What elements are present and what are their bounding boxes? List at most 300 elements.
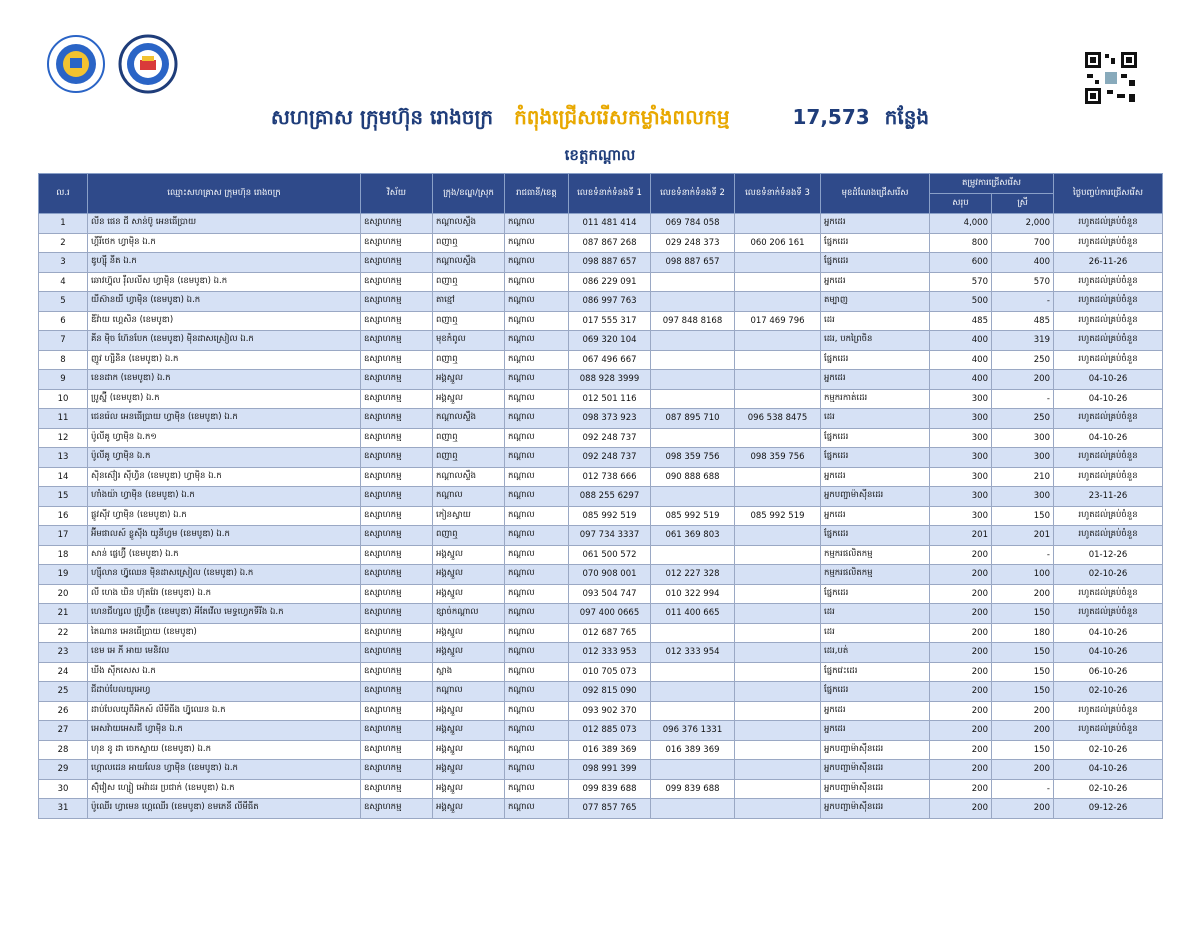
cell-total: 200 <box>930 721 992 741</box>
cell-province: កណ្តាល <box>505 760 569 780</box>
header-no: ល.រ <box>39 174 88 214</box>
cell-female: 300 <box>992 428 1054 448</box>
cell-total: 201 <box>930 526 992 546</box>
cell-female: 180 <box>992 623 1054 643</box>
cell-district: ពញាឮ <box>433 311 505 331</box>
cell-total: 300 <box>930 448 992 468</box>
cell-phone3 <box>735 701 821 721</box>
cell-sector: ឧស្សាហកម្ម <box>361 448 433 468</box>
cell-total: 200 <box>930 623 992 643</box>
cell-phone3 <box>735 604 821 624</box>
cell-position: អ្នកបញ្ជាម៉ាស៊ីនដេរ <box>821 487 930 507</box>
cell-total: 500 <box>930 292 992 312</box>
cell-province: កណ្តាល <box>505 799 569 819</box>
cell-sector: ឧស្សាហកម្ម <box>361 526 433 546</box>
header-total: សរុប <box>930 194 992 214</box>
cell-female: 400 <box>992 253 1054 273</box>
cell-no: 1 <box>39 214 88 234</box>
table-row <box>39 701 1163 721</box>
cell-no: 9 <box>39 370 88 390</box>
cell-phone3: 017 469 796 <box>735 311 821 331</box>
cell-sector: ឧស្សាហកម្ម <box>361 584 433 604</box>
cell-name: ហ្ស៊ីលាន ហ្វ៊ូឈេន ម៉ិនដាសស្រៀល (ខេមបូឌា) ឯ.ក <box>88 565 361 585</box>
cell-province: កណ្តាល <box>505 584 569 604</box>
cell-province: កណ្តាល <box>505 545 569 565</box>
cell-name: ប៉ូឈើរ ហ្វាមេន ហ្គេឈើរ (ខេមបូឌា) ខមភេនី លីមីធីត <box>88 799 361 819</box>
table-row <box>39 253 1163 273</box>
cell-deadline: 04-10-26 <box>1054 370 1163 390</box>
cell-phone1: 012 687 765 <box>569 623 651 643</box>
cell-phone2 <box>651 370 735 390</box>
cell-no: 6 <box>39 311 88 331</box>
cell-name: តៃណាន អេនធើប្រាយ (ខេមបូឌា) <box>88 623 361 643</box>
page-title <box>0 104 1200 134</box>
cell-female: 319 <box>992 331 1054 351</box>
cell-no: 23 <box>39 643 88 663</box>
cell-no: 30 <box>39 779 88 799</box>
cell-female: 100 <box>992 565 1054 585</box>
cell-female: 150 <box>992 643 1054 663</box>
cell-position: ដេរ, បកព្រៃចិន <box>821 331 930 351</box>
cell-phone1: 099 839 688 <box>569 779 651 799</box>
cell-name: ឌីវ៉ាយ ហ្គេសិន (ខេមបូឌា) <box>88 311 361 331</box>
table-row <box>39 292 1163 312</box>
cell-province: កណ្តាល <box>505 701 569 721</box>
cell-name: ញូវ ហ្សិនិន (ខេមបូឌា) ឯ.ក <box>88 350 361 370</box>
cell-name: ហ្គីរីថេក ហ្វាម៉ិន ឯ.ក <box>88 233 361 253</box>
cell-deadline: រហូតដល់គ្រប់ចំនួន <box>1054 721 1163 741</box>
cell-female: 200 <box>992 701 1054 721</box>
header-female: ស្រី <box>992 194 1054 214</box>
table-row <box>39 428 1163 448</box>
cell-deadline: 02-10-26 <box>1054 682 1163 702</box>
table-row <box>39 467 1163 487</box>
cell-deadline: 02-10-26 <box>1054 779 1163 799</box>
table-row <box>39 370 1163 390</box>
cell-sector: ឧស្សាហកម្ម <box>361 409 433 429</box>
cell-position: អ្នកបញ្ជាម៉ាស៊ីនដេរ <box>821 779 930 799</box>
qr-code-icon <box>1083 50 1139 106</box>
table-row <box>39 721 1163 741</box>
cell-district: កៀនស្វាយ <box>433 506 505 526</box>
cell-province: កណ្តាល <box>505 506 569 526</box>
cell-total: 300 <box>930 467 992 487</box>
cell-phone1: 093 504 747 <box>569 584 651 604</box>
cell-sector: ឧស្សាហកម្ម <box>361 370 433 390</box>
cell-position: អ្នកបញ្ជាម៉ាស៊ីនដេរ <box>821 760 930 780</box>
cell-no: 16 <box>39 506 88 526</box>
cell-phone1: 069 320 104 <box>569 331 651 351</box>
cell-phone1: 012 738 666 <box>569 467 651 487</box>
cell-province: កណ្តាល <box>505 331 569 351</box>
table-row <box>39 604 1163 624</box>
cell-phone3 <box>735 428 821 448</box>
table-row <box>39 545 1163 565</box>
cell-phone2 <box>651 682 735 702</box>
cell-deadline: 02-10-26 <box>1054 740 1163 760</box>
header-phone2: លេខទំនាក់ទំនងទី 2 <box>651 174 735 214</box>
cell-province: កណ្តាល <box>505 604 569 624</box>
cell-district: កណ្តាល <box>433 487 505 507</box>
cell-sector: ឧស្សាហកម្ម <box>361 311 433 331</box>
cell-phone1: 012 885 073 <box>569 721 651 741</box>
table-row <box>39 643 1163 663</box>
cell-total: 600 <box>930 253 992 273</box>
cell-deadline: រហូតដល់គ្រប់ចំនួន <box>1054 701 1163 721</box>
cell-sector: ឧស្សាហកម្ម <box>361 292 433 312</box>
cell-phone3 <box>735 389 821 409</box>
cell-phone1: 092 248 737 <box>569 448 651 468</box>
cell-no: 19 <box>39 565 88 585</box>
cell-phone1: 092 248 737 <box>569 428 651 448</box>
cell-name: ឌូហ្ស៊ី នីត ឯ.ក <box>88 253 361 273</box>
cell-position: ផ្នែកដេរ <box>821 233 930 253</box>
cell-sector: ឧស្សាហកម្ម <box>361 721 433 741</box>
cell-position: ដេរ <box>821 311 930 331</box>
cell-phone3 <box>735 292 821 312</box>
cell-sector: ឧស្សាហកម្ម <box>361 799 433 819</box>
table-row <box>39 584 1163 604</box>
cell-sector: ឧស្សាហកម្ម <box>361 623 433 643</box>
cell-district: កណ្តាល <box>433 682 505 702</box>
cell-name: លីន ផេន ជី សាន់ប៊ូ អេនធើប្រាយ <box>88 214 361 234</box>
cell-phone1: 017 555 317 <box>569 311 651 331</box>
cell-sector: ឧស្សាហកម្ម <box>361 350 433 370</box>
cell-district: មុខកំពូល <box>433 331 505 351</box>
cell-position: អ្នកដេរ <box>821 370 930 390</box>
title-total: 17,573 <box>792 105 870 129</box>
cell-sector: ឧស្សាហកម្ម <box>361 272 433 292</box>
cell-sector: ឧស្សាហកម្ម <box>361 662 433 682</box>
table-row <box>39 214 1163 234</box>
cell-sector: ឧស្សាហកម្ម <box>361 487 433 507</box>
cell-district: កណ្តាលស្ទឹង <box>433 409 505 429</box>
table-row <box>39 350 1163 370</box>
cell-phone3 <box>735 623 821 643</box>
cell-position: អ្នកដេរ <box>821 214 930 234</box>
cell-total: 300 <box>930 389 992 409</box>
table-row <box>39 799 1163 819</box>
header-name: ឈ្មោះសហគ្រាស ក្រុមហ៊ុន រោងចក្រ <box>88 174 361 214</box>
cell-phone2 <box>651 487 735 507</box>
cell-phone3 <box>735 331 821 351</box>
cell-position: ផ្នែកដេរ <box>821 428 930 448</box>
cell-total: 485 <box>930 311 992 331</box>
cell-total: 800 <box>930 233 992 253</box>
cell-female: 485 <box>992 311 1054 331</box>
logo-group <box>46 34 178 94</box>
header-province: រាជធានី/ខេត្ត <box>505 174 569 214</box>
cell-sector: ឧស្សាហកម្ម <box>361 467 433 487</box>
header-phone3: លេខទំនាក់ទំនងទី 3 <box>735 174 821 214</box>
cell-phone2: 097 848 8168 <box>651 311 735 331</box>
cell-female: 300 <box>992 448 1054 468</box>
table-row <box>39 740 1163 760</box>
cell-deadline: 23-11-26 <box>1054 487 1163 507</box>
cell-district: អង្គស្នួល <box>433 389 505 409</box>
cell-no: 26 <box>39 701 88 721</box>
cell-phone2: 085 992 519 <box>651 506 735 526</box>
cell-phone3: 085 992 519 <box>735 506 821 526</box>
cell-name: ប្រូស្ហ៊ី (ខេមបូឌា) ឯ.ក <box>88 389 361 409</box>
cell-name: ហ្គោលដេន អាយលែន ហ្វាម៉ិន (ខេមបូឌា) ឯ.ក <box>88 760 361 780</box>
job-vacancy-table <box>38 173 1163 819</box>
cell-phone2 <box>651 272 735 292</box>
cell-phone3 <box>735 721 821 741</box>
cell-female: 150 <box>992 662 1054 682</box>
cell-no: 20 <box>39 584 88 604</box>
cell-name: ហុន នូ ដា ចេកស្ទាយ (ខេមបូឌា) ឯ.ក <box>88 740 361 760</box>
cell-phone1: 010 705 073 <box>569 662 651 682</box>
province-subtitle: ខេត្តកណ្តាល <box>564 146 636 164</box>
cell-phone2: 098 359 756 <box>651 448 735 468</box>
table-row <box>39 233 1163 253</box>
cell-phone1: 088 255 6297 <box>569 487 651 507</box>
cell-total: 200 <box>930 760 992 780</box>
cell-phone1: 088 928 3999 <box>569 370 651 390</box>
cell-name: ផ្លូវស៊ីវ ហ្វាម៉ិន (ខេមបូឌា) ឯ.ក <box>88 506 361 526</box>
cell-phone3 <box>735 740 821 760</box>
cell-deadline: 04-10-26 <box>1054 760 1163 780</box>
cell-position: អ្នកបញ្ជាម៉ាស៊ីនដេរ <box>821 799 930 819</box>
cell-province: កណ្តាល <box>505 740 569 760</box>
cell-name: គីន ម៉ិច ហ៊ែនបែក (ខេមបូឌា) ម៉ិនដាសស្រៀល ឯ.ក <box>88 331 361 351</box>
cell-total: 200 <box>930 584 992 604</box>
cell-district: ពញាឮ <box>433 350 505 370</box>
cell-deadline: រហូតដល់គ្រប់ចំនួន <box>1054 409 1163 429</box>
cell-district: ពញាឮ <box>433 233 505 253</box>
cell-phone1: 012 333 953 <box>569 643 651 663</box>
cell-district: អង្គស្នួល <box>433 623 505 643</box>
cell-name: លី ហេង ឃិន ហ៊ុតវែរ (ខេមបូឌា) ឯ.ក <box>88 584 361 604</box>
cell-deadline: រហូតដល់គ្រប់ចំនួន <box>1054 467 1163 487</box>
cell-name: ខេនដាក (ខេមបូឌា) ឯ.ក <box>88 370 361 390</box>
table-row <box>39 409 1163 429</box>
cell-district: អង្គស្នួល <box>433 370 505 390</box>
cell-phone2: 087 895 710 <box>651 409 735 429</box>
cell-district: កណ្តាលស្ទឹង <box>433 253 505 273</box>
cell-no: 18 <box>39 545 88 565</box>
cell-phone3 <box>735 565 821 585</box>
cell-phone1: 077 857 765 <box>569 799 651 819</box>
cell-phone1: 016 389 369 <box>569 740 651 760</box>
cell-position: ដេរ <box>821 409 930 429</box>
cell-district: អង្គស្នួល <box>433 584 505 604</box>
cell-deadline: រហូតដល់គ្រប់ចំនួន <box>1054 311 1163 331</box>
cell-deadline: រហូតដល់គ្រប់ចំនួន <box>1054 584 1163 604</box>
table-row <box>39 779 1163 799</box>
ministry-logo <box>46 34 106 94</box>
cell-total: 4,000 <box>930 214 992 234</box>
cell-phone3: 098 359 756 <box>735 448 821 468</box>
cell-name: ហេនជីហ្សល ប្រ៊ូហ្វ៊ីត (ខេមបូឌា) អឹតែវើល មេទ្ធហ្វេកទីរីង ឯ.ក <box>88 604 361 624</box>
cell-total: 300 <box>930 506 992 526</box>
cell-phone2: 010 322 994 <box>651 584 735 604</box>
cell-position: ផ្នែកដេរ <box>821 253 930 273</box>
cell-no: 25 <box>39 682 88 702</box>
header-district: ក្រុង/ខណ្ឌ/ស្រុក <box>433 174 505 214</box>
cell-no: 28 <box>39 740 88 760</box>
cell-name: ស៊ិនស៊ៀរ ស៊ីហ្វិន (ខេមបូឌា) ហ្វាម៉ិន ឯ.ក <box>88 467 361 487</box>
cell-deadline: រហូតដល់គ្រប់ចំនួន <box>1054 331 1163 351</box>
cell-phone3 <box>735 584 821 604</box>
cell-phone1: 011 481 414 <box>569 214 651 234</box>
cell-name: ប៉ូលីគូ ហ្វាម៉ិន ឯ.ក <box>88 448 361 468</box>
cell-name: ឃីង ស៊ីកសេស ឯ.ក <box>88 662 361 682</box>
cell-total: 570 <box>930 272 992 292</box>
cell-sector: ឧស្សាហកម្ម <box>361 701 433 721</box>
cell-province: កណ្តាល <box>505 311 569 331</box>
cell-phone3: 060 206 161 <box>735 233 821 253</box>
cell-deadline: 02-10-26 <box>1054 565 1163 585</box>
cell-sector: ឧស្សាហកម្ម <box>361 253 433 273</box>
header-deadline: ថ្ងៃបញ្ចប់ការជ្រើសរើស <box>1054 174 1163 214</box>
cell-female: 570 <box>992 272 1054 292</box>
cell-phone2 <box>651 292 735 312</box>
cell-name: អ៊ីមផាលស៍ ខ្លូស៊ីង យូនីហ្វម (ខេមបូឌា) ឯ.ក <box>88 526 361 546</box>
cell-name: ជីដាប់បែលយូអេហ្វ <box>88 682 361 702</box>
cell-phone1: 097 734 3337 <box>569 526 651 546</box>
cell-phone2: 099 839 688 <box>651 779 735 799</box>
cell-no: 31 <box>39 799 88 819</box>
cell-phone3 <box>735 272 821 292</box>
cell-no: 24 <box>39 662 88 682</box>
table-row <box>39 526 1163 546</box>
cell-province: កណ្តាល <box>505 370 569 390</box>
cell-district: អង្គស្នួល <box>433 643 505 663</box>
title-establishments: សហគ្រាស ក្រុមហ៊ុន រោងចក្រ <box>270 105 494 129</box>
cell-name: ប៉ូលីគូ ហ្វាម៉ិន ឯ.ក១ <box>88 428 361 448</box>
cell-no: 4 <box>39 272 88 292</box>
cell-no: 22 <box>39 623 88 643</box>
cell-name: ជេនរ៉េល អេនធើប្រាយ ហ្វាម៉ិន (ខេមបូឌា) ឯ.ក <box>88 409 361 429</box>
cell-deadline: រហូតដល់គ្រប់ចំនួន <box>1054 506 1163 526</box>
cell-total: 200 <box>930 740 992 760</box>
cell-province: កណ្តាល <box>505 389 569 409</box>
cell-position: ផ្នែកវេះដេរ <box>821 662 930 682</box>
cell-sector: ឧស្សាហកម្ម <box>361 428 433 448</box>
cell-phone2: 090 888 688 <box>651 467 735 487</box>
cell-female: 200 <box>992 584 1054 604</box>
cell-phone2: 016 389 369 <box>651 740 735 760</box>
cell-name: សាន់ ផ្លេហ្វ៊ី (ខេមបូឌា) ឯ.ក <box>88 545 361 565</box>
cell-position: អ្នកដេរ <box>821 467 930 487</box>
cell-phone3 <box>735 467 821 487</box>
cell-position: ផ្នែកដេរ <box>821 526 930 546</box>
cell-phone3 <box>735 682 821 702</box>
cell-province: កណ្តាល <box>505 253 569 273</box>
cell-female: 150 <box>992 506 1054 526</box>
cell-deadline: រហូតដល់គ្រប់ចំនួន <box>1054 272 1163 292</box>
cell-total: 400 <box>930 350 992 370</box>
cell-sector: ឧស្សាហកម្ម <box>361 565 433 585</box>
cell-no: 2 <box>39 233 88 253</box>
cell-phone1: 061 500 572 <box>569 545 651 565</box>
cell-no: 21 <box>39 604 88 624</box>
cell-total: 300 <box>930 428 992 448</box>
cell-position: ដេរ <box>821 623 930 643</box>
cell-phone3 <box>735 350 821 370</box>
cell-province: កណ្តាល <box>505 448 569 468</box>
cell-female: 200 <box>992 760 1054 780</box>
cell-sector: ឧស្សាហកម្ម <box>361 643 433 663</box>
cell-phone3 <box>735 214 821 234</box>
table-row <box>39 662 1163 682</box>
cell-sector: ឧស្សាហកម្ម <box>361 506 433 526</box>
cell-district: អង្គស្នួល <box>433 760 505 780</box>
cell-phone2 <box>651 428 735 448</box>
cell-total: 400 <box>930 370 992 390</box>
cell-female: 700 <box>992 233 1054 253</box>
cell-female: 150 <box>992 682 1054 702</box>
cell-name: អេសវ៉ាយអេសជី ហ្វាម៉ិន ឯ.ក <box>88 721 361 741</box>
cell-no: 13 <box>39 448 88 468</box>
cell-female: 200 <box>992 721 1054 741</box>
table-row <box>39 272 1163 292</box>
cell-no: 7 <box>39 331 88 351</box>
cell-province: កណ្តាល <box>505 272 569 292</box>
cell-sector: ឧស្សាហកម្ម <box>361 389 433 409</box>
cell-district: ពញាឮ <box>433 448 505 468</box>
cell-phone2: 096 376 1331 <box>651 721 735 741</box>
cell-phone2 <box>651 545 735 565</box>
cell-district: អង្គស្នួល <box>433 740 505 760</box>
title-unit: កន្លែង <box>884 105 930 129</box>
cell-sector: ឧស្សាហកម្ម <box>361 682 433 702</box>
cell-female: 2,000 <box>992 214 1054 234</box>
cell-phone1: 086 997 763 <box>569 292 651 312</box>
cell-phone2: 061 369 803 <box>651 526 735 546</box>
cell-sector: ឧស្សាហកម្ម <box>361 740 433 760</box>
cell-deadline: 09-12-26 <box>1054 799 1163 819</box>
cell-district: អង្គស្នួល <box>433 799 505 819</box>
cell-phone1: 012 501 116 <box>569 389 651 409</box>
cell-total: 200 <box>930 565 992 585</box>
cell-phone3 <box>735 799 821 819</box>
cell-phone2 <box>651 623 735 643</box>
cell-female: 200 <box>992 370 1054 390</box>
cell-name: ឆោវហ្វ៊ុល រ៉ឺលលីស ហ្វាម៉ិន (ខេមបូឌា) ឯ.ក <box>88 272 361 292</box>
cell-no: 29 <box>39 760 88 780</box>
cell-female: 200 <box>992 799 1054 819</box>
title-recruiting: កំពុងជ្រើសរើសកម្លាំងពលកម្ម <box>514 105 730 129</box>
cell-phone1: 086 229 091 <box>569 272 651 292</box>
cell-district: អង្គស្នួល <box>433 721 505 741</box>
cell-female: 150 <box>992 740 1054 760</box>
table-row <box>39 311 1163 331</box>
cell-phone1: 070 908 001 <box>569 565 651 585</box>
cell-district: ពញាឮ <box>433 272 505 292</box>
cell-district: ស្អាង <box>433 662 505 682</box>
cell-deadline: រហូតដល់គ្រប់ចំនួន <box>1054 448 1163 468</box>
cell-deadline: 04-10-26 <box>1054 643 1163 663</box>
cell-phone2: 029 248 373 <box>651 233 735 253</box>
cell-total: 200 <box>930 643 992 663</box>
cell-province: កណ្តាល <box>505 682 569 702</box>
cell-sector: ឧស្សាហកម្ម <box>361 233 433 253</box>
table-row <box>39 623 1163 643</box>
cell-province: កណ្តាល <box>505 487 569 507</box>
cell-province: កណ្តាល <box>505 779 569 799</box>
cell-province: កណ្តាល <box>505 214 569 234</box>
cell-deadline: 06-10-26 <box>1054 662 1163 682</box>
cell-no: 15 <box>39 487 88 507</box>
cell-position: ផ្នែកដេរ <box>821 350 930 370</box>
cell-phone2 <box>651 701 735 721</box>
cell-phone3 <box>735 526 821 546</box>
cell-position: អ្នកដេរ <box>821 272 930 292</box>
cell-sector: ឧស្សាហកម្ម <box>361 331 433 351</box>
